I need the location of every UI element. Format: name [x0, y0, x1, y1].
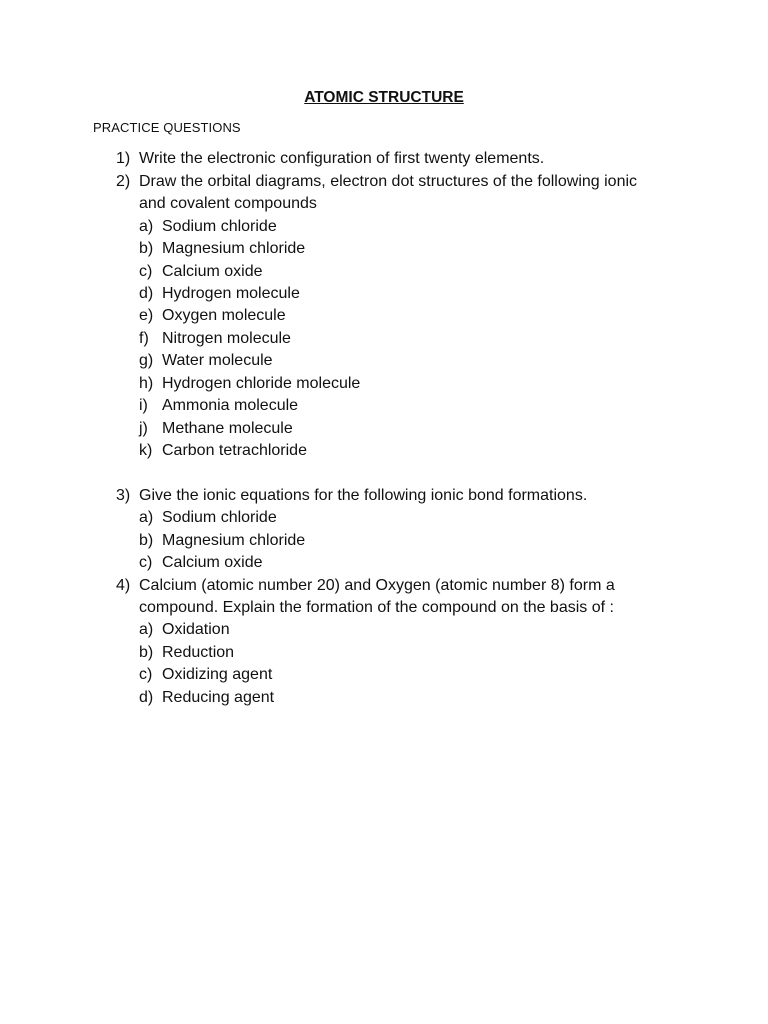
sub-item-letter: i)	[139, 397, 148, 414]
sub-item-letter: g)	[139, 352, 154, 369]
sub-item-text: Water molecule	[162, 352, 273, 369]
sub-item-letter: c)	[139, 666, 153, 683]
sub-item-text: Carbon tetrachloride	[162, 442, 307, 459]
sub-item-letter: b)	[139, 240, 154, 257]
sub-item-letter: d)	[139, 689, 154, 706]
sub-item-text: Hydrogen molecule	[162, 285, 300, 302]
sub-item-text: Sodium chloride	[162, 509, 277, 526]
sub-item-letter: b)	[139, 532, 154, 549]
sub-item-letter: j)	[139, 420, 148, 437]
question-text: and covalent compounds	[139, 195, 317, 212]
sub-item-letter: h)	[139, 375, 154, 392]
sub-item-text: Methane molecule	[162, 420, 293, 437]
sub-item-text: Oxygen molecule	[162, 307, 286, 324]
question-number: 3)	[116, 487, 131, 504]
sub-item-text: Hydrogen chloride molecule	[162, 375, 361, 392]
sub-item-text: Ammonia molecule	[162, 397, 299, 414]
sub-item-text: Oxidation	[162, 621, 230, 638]
sub-item-text: Oxidizing agent	[162, 666, 273, 683]
question-text: Write the electronic configuration of first twenty elements.	[139, 150, 545, 167]
sub-item-text: Calcium oxide	[162, 263, 263, 280]
sub-item-letter: f)	[139, 330, 149, 347]
sub-item-letter: a)	[139, 621, 154, 638]
sub-item-text: Magnesium chloride	[162, 240, 306, 257]
question-text: Give the ionic equations for the following ionic bond formations.	[139, 487, 588, 504]
question-number: 2)	[116, 173, 131, 190]
sub-item-text: Nitrogen molecule	[162, 330, 291, 347]
question-text: Calcium (atomic number 20) and Oxygen (atomic number 8) form a	[139, 577, 615, 594]
question-text: compound. Explain the formation of the compound on the basis of :	[139, 599, 614, 616]
sub-item-text: Sodium chloride	[162, 218, 277, 235]
document-title: ATOMIC STRUCTURE	[304, 89, 464, 106]
sub-item-text: Magnesium chloride	[162, 532, 306, 549]
sub-item-letter: c)	[139, 554, 153, 571]
question-number: 4)	[116, 577, 131, 594]
sub-item-text: Reducing agent	[162, 689, 275, 706]
sub-item-letter: a)	[139, 218, 154, 235]
sub-item-letter: a)	[139, 509, 154, 526]
sub-item-letter: b)	[139, 644, 154, 661]
sub-item-letter: c)	[139, 263, 153, 280]
document-subtitle: PRACTICE QUESTIONS	[93, 120, 241, 135]
sub-item-text: Calcium oxide	[162, 554, 263, 571]
sub-item-letter: e)	[139, 307, 154, 324]
question-number: 1)	[116, 150, 131, 167]
sub-item-text: Reduction	[162, 644, 235, 661]
sub-item-letter: k)	[139, 442, 153, 459]
question-text: Draw the orbital diagrams, electron dot structures of the following ionic	[139, 173, 638, 190]
sub-item-letter: d)	[139, 285, 154, 302]
